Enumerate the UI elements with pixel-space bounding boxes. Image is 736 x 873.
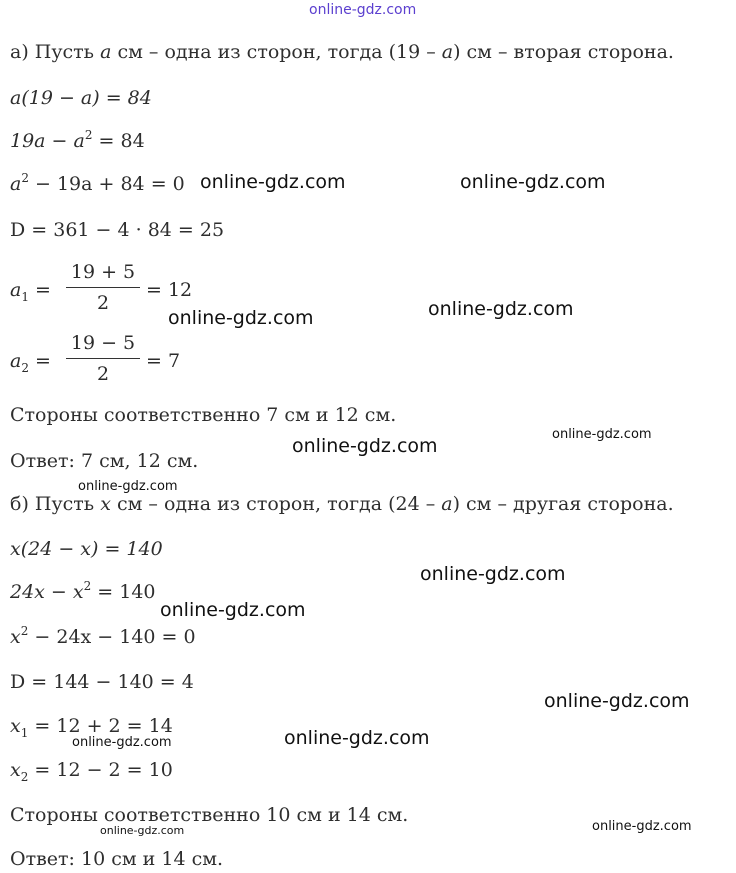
watermark-1: online-gdz.com [200,171,346,193]
part-a-root1-numerator: 19 + 5 [70,261,136,283]
watermark-6: online-gdz.com [552,427,652,442]
part-b-eq2-post: = 140 [91,581,156,603]
watermark-4: online-gdz.com [168,307,314,329]
part-b-eq1: x(24 − x) = 140 [10,538,163,560]
part-b-var-a: a [441,493,453,515]
part-a-root2-denominator: 2 [96,363,110,385]
part-b-sides: Стороны соответственно 10 см и 14 см. [10,804,409,826]
watermark-12: online-gdz.com [72,735,172,750]
part-a-eq3-post: − 19a + 84 = 0 [28,173,185,195]
part-b-root2-sub: 2 [20,770,29,784]
part-b-answer: Ответ: 10 см и 14 см. [10,848,224,870]
part-b-root2-rhs: = 12 − 2 = 10 [28,759,173,781]
part-b-root1-rhs: = 12 + 2 = 14 [28,715,173,737]
part-a-eq2-post: = 84 [92,130,145,152]
part-b-root2 [10,758,173,782]
watermark-7: online-gdz.com [78,479,178,494]
part-a-answer: Ответ: 7 см, 12 см. [10,450,199,472]
watermark-3: online-gdz.com [428,298,574,320]
part-b-root1-sub: 1 [20,726,29,740]
part-a-eq1: a(19 − a) = 84 [10,87,152,109]
part-a-eq2-exp: 2 [84,128,93,142]
part-b-eq2-pre: 24x − x [10,581,84,603]
watermark-2: online-gdz.com [460,171,606,193]
part-a-root2-numerator: 19 − 5 [70,332,136,354]
fraction-bar [66,358,140,359]
part-a-root2-sub: 2 [21,361,29,375]
part-a-intro-suffix: ) см – вторая сторона. [453,41,674,63]
part-a-eq3-pre: a [10,173,22,195]
watermark-5: online-gdz.com [292,435,438,457]
watermark-top: online-gdz.com [309,2,417,18]
part-b-intro-prefix: б) Пусть [10,493,101,515]
part-a-root1-denominator: 2 [96,292,110,314]
part-a-intro [10,40,674,64]
part-b-intro [10,492,674,516]
fraction-bar [66,287,140,288]
part-b-intro-suffix: ) см – другая сторона. [452,493,674,515]
part-b-discriminant: D = 144 − 140 = 4 [10,671,194,693]
part-a-sides: Стороны соответственно 7 см и 12 см. [10,404,397,426]
part-b-eq3 [10,625,196,649]
part-a-eq3 [10,172,185,196]
part-b-eq3-exp: 2 [20,624,29,638]
part-b-intro-mid: см – одна из сторон, тогда (24 – [110,493,442,515]
part-a-root2-lhs: $a_2$ = [10,350,51,375]
part-b-eq3-post: − 24x − 140 = 0 [28,626,196,648]
part-a-root2-result: = 7 [146,350,181,372]
part-b-eq2-exp: 2 [83,579,92,593]
part-a-eq2-pre: 19a − a [10,130,85,152]
part-b-var-x: x [100,493,111,515]
watermark-8: online-gdz.com [420,563,566,585]
watermark-13: online-gdz.com [592,819,692,834]
part-a-root1-var: a [10,279,22,301]
watermark-9: online-gdz.com [160,599,306,621]
part-a-root1-lhs: $a_1$ = [10,279,51,304]
part-a-discriminant: D = 361 − 4 · 84 = 25 [10,219,225,241]
part-a-eq3-exp: 2 [21,171,29,185]
part-a-intro-mid: см – одна из сторон, тогда (19 – [111,41,442,63]
part-b-root2-var: x [10,759,21,781]
watermark-14: online-gdz.com [100,824,185,837]
part-a-var-a: a [100,41,112,63]
watermark-10: online-gdz.com [544,690,690,712]
part-a-root1-result: = 12 [146,279,193,301]
part-a-eq2 [10,129,145,153]
part-a-root2-var: a [10,350,22,372]
part-a-var-a-2: a [441,41,454,63]
part-b-root1-var: x [10,715,21,737]
part-b-eq3-pre: x [10,626,21,648]
part-b-eq2 [10,580,156,604]
part-a-root1-sub: 1 [21,290,29,304]
part-a-root1-fraction [64,259,142,316]
watermark-11: online-gdz.com [284,727,430,749]
part-a-intro-prefix: а) Пусть [10,41,101,63]
part-a-root2-fraction [64,330,142,387]
